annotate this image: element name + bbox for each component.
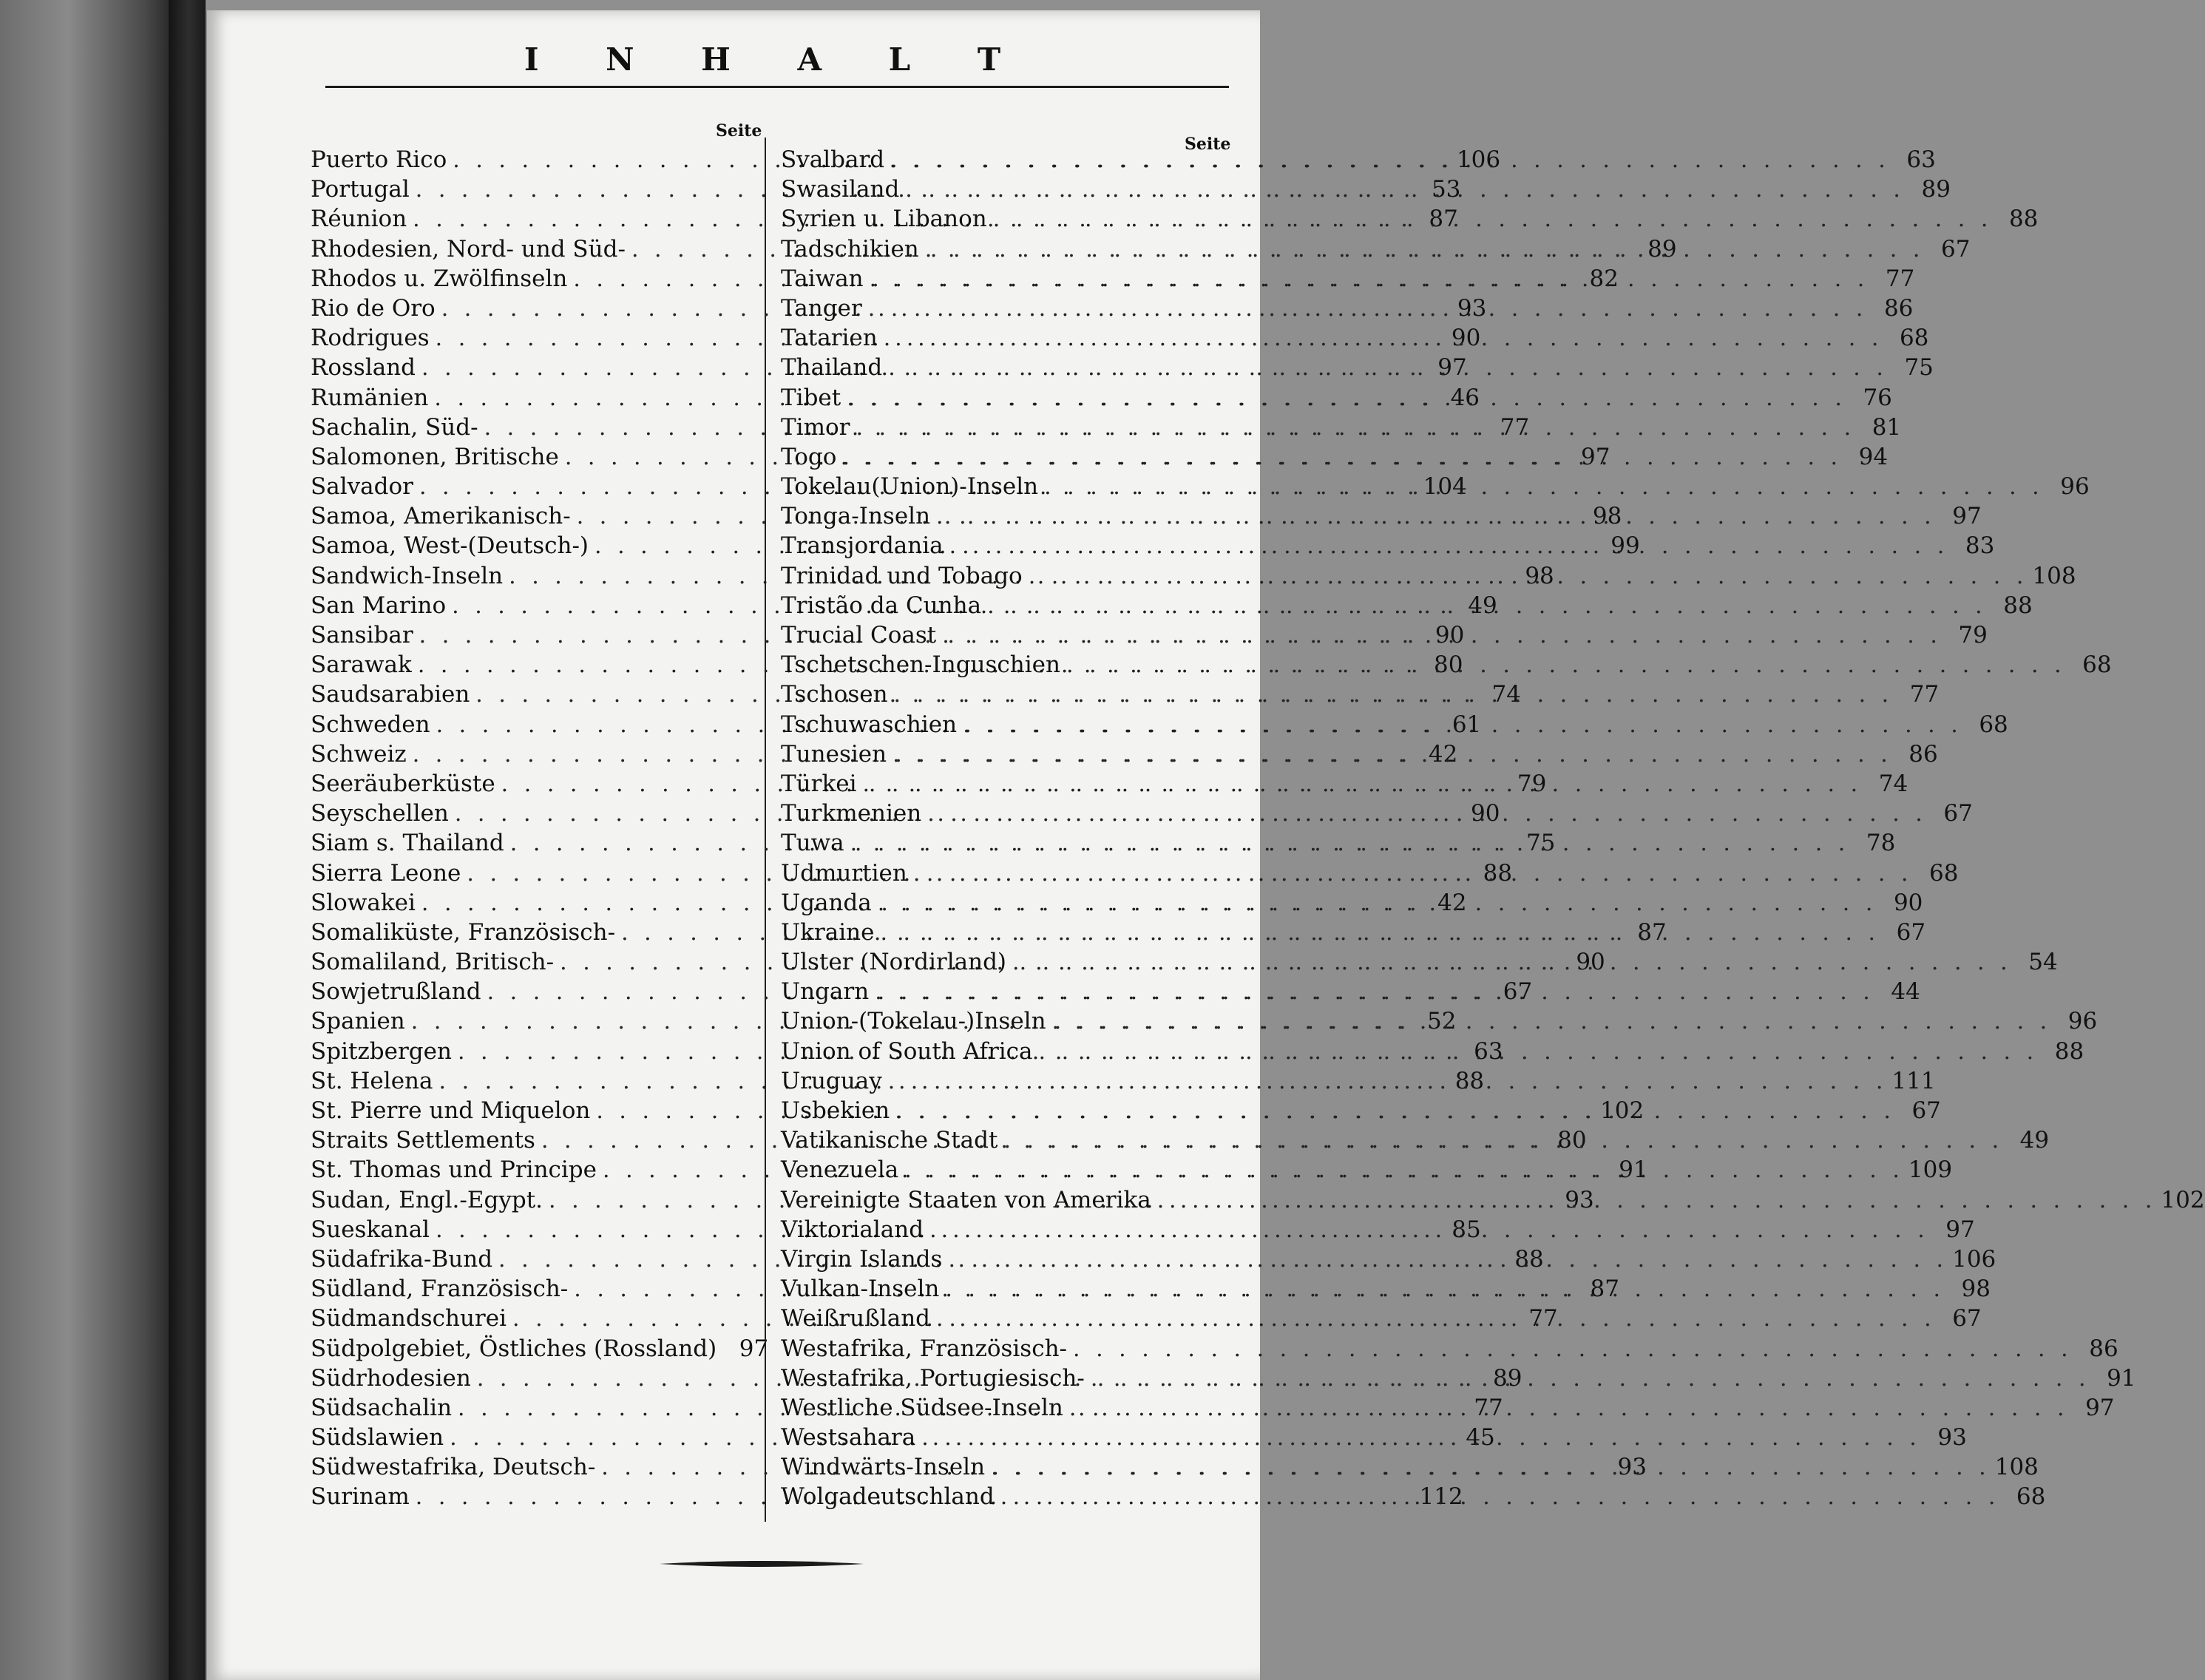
entry-name: Tonga-Inseln bbox=[781, 503, 931, 530]
entry-page-number: 49 bbox=[2019, 1127, 2050, 1154]
entry-page-number: 67 bbox=[1896, 918, 1926, 946]
entry-name: Thailand bbox=[781, 354, 883, 382]
entry-name: Seeräuberküste bbox=[311, 770, 495, 797]
entry-name: Tschuwaschien bbox=[781, 711, 958, 738]
entry-page-number: 109 bbox=[1908, 1156, 1953, 1184]
entry-page-number: 93 bbox=[1565, 1186, 1594, 1213]
dot-leader bbox=[1044, 472, 2044, 502]
entry-page-number: 108 bbox=[2032, 562, 2076, 589]
entry-name: Sachalin, Süd- bbox=[311, 413, 478, 441]
entry-name: Südmandschurei bbox=[311, 1305, 507, 1332]
title-rule bbox=[325, 86, 1229, 88]
entry-name: Seyschellen bbox=[311, 800, 449, 827]
entry-name: Svalbard bbox=[781, 146, 885, 173]
entry-name: Ulster (Nordirland) bbox=[781, 949, 1007, 976]
entry-name: Straits Settlements bbox=[311, 1127, 535, 1154]
dot-leader bbox=[894, 680, 1894, 710]
entry-page-number: 89 bbox=[1493, 1364, 1522, 1392]
dot-leader bbox=[850, 828, 1850, 858]
entry-page-number: 90 bbox=[1435, 622, 1465, 648]
dot-leader bbox=[1091, 1364, 2090, 1394]
entry-page-number: 102 bbox=[2161, 1186, 2205, 1213]
dot-leader bbox=[878, 888, 1877, 918]
index-entry bbox=[311, 1334, 769, 1364]
entry-name: Usbekien bbox=[781, 1097, 890, 1124]
entry-name: Salomonen, Britische bbox=[311, 443, 559, 470]
dot-leader bbox=[945, 1274, 1945, 1304]
entry-name: Venezuela bbox=[781, 1156, 899, 1184]
dot-leader bbox=[856, 413, 1855, 443]
dot-leader bbox=[1069, 1393, 2069, 1423]
entry-name: Union-(Tokelau-)Inseln bbox=[781, 1008, 1046, 1035]
entry-page-number: 82 bbox=[1589, 265, 1619, 292]
entry-name: Taiwan bbox=[781, 265, 864, 292]
dot-leader bbox=[1012, 947, 2012, 978]
entry-page-number: 99 bbox=[1610, 532, 1640, 560]
entry-name: Tokelau(Union)-Inseln bbox=[781, 473, 1039, 501]
entry-name: Transjordania bbox=[781, 532, 944, 560]
entry-name: Vereinigte Staaten von Amerika bbox=[781, 1186, 1151, 1213]
dot-leader bbox=[936, 1304, 1936, 1334]
entry-page-number: 98 bbox=[1592, 503, 1622, 530]
entry-name: Slowakei bbox=[311, 889, 416, 916]
entry-page-number: 87 bbox=[1637, 918, 1667, 946]
entry-name: Spitzbergen bbox=[311, 1037, 452, 1065]
entry-name: Westliche Südsee-Inseln bbox=[781, 1394, 1063, 1421]
entry-name: Sudan, Engl.-Egypt. bbox=[311, 1186, 543, 1213]
dot-leader bbox=[863, 769, 1863, 799]
entry-page-number: 77 bbox=[1885, 265, 1915, 292]
entry-name: Togo bbox=[781, 443, 837, 470]
dot-leader bbox=[929, 1215, 1929, 1245]
entry-page-number: 90 bbox=[1893, 889, 1923, 916]
dot-leader bbox=[1003, 1125, 2003, 1156]
dot-leader bbox=[925, 234, 1925, 265]
entry-name: Sueskanal bbox=[311, 1216, 430, 1243]
entry-page-number: 98 bbox=[1525, 562, 1554, 589]
entry-page-number: 96 bbox=[2060, 473, 2090, 501]
entry-page-number: 93 bbox=[1457, 294, 1487, 322]
entry-page-number: 74 bbox=[1878, 770, 1908, 797]
entry-name: Tunesien bbox=[781, 740, 887, 768]
entry-page-number: 91 bbox=[2107, 1364, 2136, 1392]
entry-name: Weißrußland bbox=[781, 1305, 930, 1332]
entry-name: Uruguay bbox=[781, 1067, 882, 1094]
entry-page-number: 111 bbox=[1891, 1067, 1936, 1094]
table-background bbox=[0, 0, 170, 1680]
entry-page-number: 97 bbox=[2085, 1394, 2115, 1421]
dot-leader bbox=[949, 531, 1949, 561]
dot-leader bbox=[1066, 650, 2066, 680]
dot-leader bbox=[884, 323, 1883, 353]
entry-page-number: 63 bbox=[1474, 1037, 1503, 1065]
entry-name: Rossland bbox=[311, 354, 416, 382]
entry-name: Turkmenien bbox=[781, 800, 922, 827]
entry-page-number: 88 bbox=[1483, 859, 1513, 887]
entry-name: Portugal bbox=[311, 176, 410, 203]
entry-name: Réunion bbox=[311, 206, 407, 233]
entry-name: Rhodesien, Nord- und Süd- bbox=[311, 235, 626, 262]
entry-name: Rio de Oro bbox=[311, 294, 436, 322]
entry-page-number: 85 bbox=[1452, 1216, 1481, 1243]
entry-page-number: 77 bbox=[1528, 1305, 1558, 1332]
entry-page-number: 90 bbox=[1451, 325, 1481, 352]
entry-name: Sansibar bbox=[311, 622, 413, 648]
entry-name: Schweiz bbox=[311, 740, 407, 768]
entry-name: Spanien bbox=[311, 1008, 405, 1035]
entry-page-number: 67 bbox=[1503, 978, 1533, 1006]
entry-page-number: 88 bbox=[2054, 1037, 2084, 1065]
dot-leader bbox=[993, 204, 1993, 234]
entry-name: Sierra Leone bbox=[311, 859, 461, 887]
entry-page-number: 88 bbox=[2003, 592, 2033, 619]
entry-name: Tuwa bbox=[781, 830, 844, 857]
dot-leader bbox=[1029, 561, 2028, 592]
dot-leader bbox=[927, 799, 1927, 829]
entry-page-number: 44 bbox=[1891, 978, 1920, 1006]
entry-name: St. Pierre und Miquelon bbox=[311, 1097, 591, 1124]
entry-page-number: 89 bbox=[1647, 235, 1677, 262]
entry-name: Trinidad und Tobago bbox=[781, 562, 1023, 589]
entry-name: Ungarn bbox=[781, 978, 870, 1006]
entry-name: Surinam bbox=[311, 1483, 410, 1511]
entry-page-number: 74 bbox=[1491, 681, 1521, 708]
entry-page-number: 86 bbox=[1908, 740, 1938, 768]
entry-page-number: 79 bbox=[1958, 622, 1988, 648]
dot-leader bbox=[913, 858, 1913, 889]
entry-name: Samoa, Amerikanisch- bbox=[311, 503, 571, 530]
entry-page-number: 88 bbox=[2008, 206, 2039, 233]
entry-name: Südsachalin bbox=[311, 1394, 453, 1421]
entry-name: Virgin Islands bbox=[781, 1245, 943, 1273]
entry-name: Swasiland bbox=[781, 176, 900, 203]
entry-name: Windwärts-Inseln bbox=[781, 1454, 986, 1481]
entry-name: Union of South Africa bbox=[781, 1037, 1033, 1065]
entry-page-number: 93 bbox=[1937, 1424, 1967, 1452]
entry-name: Syrien u. Libanon bbox=[781, 206, 987, 233]
entry-name: Sandwich-Inseln bbox=[311, 562, 504, 589]
entry-page-number: 86 bbox=[1883, 294, 1914, 322]
entry-name: Tatarien bbox=[781, 325, 878, 352]
column-header-right: Seite bbox=[1185, 135, 1231, 154]
entry-name: Samoa, West-(Deutsch-) bbox=[311, 532, 589, 560]
entry-name: Vulkan-Inseln bbox=[781, 1276, 940, 1303]
entry-name: Tschetschen-Inguschien bbox=[781, 651, 1060, 679]
index-entry bbox=[781, 1334, 2118, 1364]
entry-name: Salvador bbox=[311, 473, 413, 501]
entry-page-number: 42 bbox=[1437, 889, 1467, 916]
entry-page-number: 77 bbox=[1500, 413, 1530, 441]
entry-name: St. Thomas und Principe bbox=[311, 1156, 597, 1184]
entry-name: Türkei bbox=[781, 770, 857, 797]
dot-leader bbox=[963, 710, 1962, 740]
entry-page-number: 86 bbox=[2089, 1335, 2118, 1362]
dot-leader bbox=[880, 918, 1880, 948]
entry-page-number: 90 bbox=[1471, 800, 1500, 827]
entry-page-number: 89 bbox=[1921, 176, 1951, 203]
entry-name: Südslawien bbox=[311, 1424, 444, 1452]
dot-leader bbox=[1052, 1006, 2052, 1037]
entry-name: Südrhodesien bbox=[311, 1364, 471, 1392]
entry-name: Timor bbox=[781, 413, 850, 441]
entry-page-number: 96 bbox=[2067, 1008, 2098, 1035]
entry-name: Sowjetrußland bbox=[311, 978, 481, 1006]
entry-page-number: 97 bbox=[1581, 443, 1610, 470]
entry-name: Schweden bbox=[311, 711, 430, 738]
entry-page-number: 80 bbox=[1557, 1127, 1587, 1154]
column-header-left: Seite bbox=[716, 121, 762, 140]
entry-page-number: 77 bbox=[1909, 681, 1940, 708]
entry-page-number: 67 bbox=[1911, 1097, 1941, 1124]
entry-page-number: 75 bbox=[1904, 354, 1934, 382]
dot-leader bbox=[875, 977, 1874, 1007]
entry-page-number: 68 bbox=[1899, 325, 1929, 352]
entry-page-number: 76 bbox=[1863, 384, 1892, 411]
entry-name: Südland, Französisch- bbox=[311, 1276, 569, 1303]
entry-name: Puerto Rico bbox=[311, 146, 447, 173]
entry-name: Uganda bbox=[781, 889, 872, 916]
end-ornament bbox=[660, 1559, 864, 1569]
page-title: I N H A L T bbox=[524, 41, 1029, 78]
entry-page-number: 52 bbox=[1426, 1008, 1457, 1035]
dot-leader bbox=[868, 294, 1868, 324]
entry-page-number: 53 bbox=[1431, 176, 1461, 203]
entry-page-number: 106 bbox=[1456, 146, 1501, 173]
dot-leader bbox=[895, 1096, 1895, 1126]
entry-page-number: 67 bbox=[1952, 1305, 1982, 1332]
entry-page-number: 90 bbox=[1576, 949, 1605, 976]
entry-page-number: 97 bbox=[739, 1335, 769, 1362]
entry-page-number: 106 bbox=[1952, 1245, 1996, 1273]
entry-page-number: 91 bbox=[1619, 1156, 1648, 1184]
entry-name: Tristão da Cunha bbox=[781, 592, 982, 619]
entry-name: Somaliküste, Französisch- bbox=[311, 918, 616, 946]
entry-page-number: 104 bbox=[1423, 473, 1467, 501]
entry-name: Rhodos u. Zwölfinseln bbox=[311, 265, 568, 292]
entry-page-number: 42 bbox=[1428, 740, 1458, 768]
entry-page-number: 88 bbox=[1454, 1067, 1485, 1094]
entry-name: Westsahara bbox=[781, 1424, 916, 1452]
entry-page-number: 87 bbox=[1429, 206, 1458, 233]
entry-name: Somaliland, Britisch- bbox=[311, 949, 555, 976]
entry-name: Sarawak bbox=[311, 651, 412, 679]
entry-page-number: 112 bbox=[1419, 1483, 1463, 1511]
entry-name: Trucial Coast bbox=[781, 622, 937, 648]
entry-page-number: 88 bbox=[1514, 1245, 1544, 1273]
dot-leader bbox=[936, 501, 1936, 532]
entry-name: Saudsarabien bbox=[311, 681, 470, 708]
dot-leader bbox=[905, 175, 1905, 205]
entry-name: Südpolgebiet, Östliches (Rossland) bbox=[311, 1335, 717, 1362]
entry-name: Westafrika, Französisch- bbox=[781, 1335, 1068, 1362]
entry-name: Rumänien bbox=[311, 384, 429, 411]
dot-leader bbox=[888, 1066, 1888, 1097]
entry-name: Tschosen bbox=[781, 681, 888, 708]
entry-page-number: 79 bbox=[1517, 770, 1547, 797]
entry-name: Siam s. Thailand bbox=[311, 830, 504, 857]
entry-page-number: 108 bbox=[1994, 1454, 2039, 1481]
dot-leader bbox=[842, 442, 1842, 472]
entry-name: Südwestafrika, Deutsch- bbox=[311, 1454, 596, 1481]
entry-page-number: 87 bbox=[1590, 1276, 1619, 1303]
entry-page-number: 68 bbox=[2082, 651, 2112, 679]
entry-page-number: 97 bbox=[1437, 354, 1467, 382]
entry-name: Viktorialand bbox=[781, 1216, 924, 1243]
entry-page-number: 81 bbox=[1872, 413, 1902, 441]
dot-leader bbox=[888, 353, 1888, 383]
dot-leader bbox=[1157, 1185, 2157, 1216]
entry-page-number: 49 bbox=[1468, 592, 1497, 619]
dot-leader bbox=[991, 1452, 1991, 1483]
dot-leader bbox=[892, 739, 1892, 770]
entry-page-number: 80 bbox=[1434, 651, 1463, 679]
entry-page-number: 67 bbox=[1943, 800, 1973, 827]
dot-leader bbox=[1073, 1334, 2073, 1364]
entry-name: Vatikanische Stadt bbox=[781, 1127, 998, 1154]
dot-leader bbox=[870, 264, 1869, 294]
entry-name: Tadschikien bbox=[781, 235, 919, 262]
entry-page-number: 68 bbox=[2016, 1483, 2046, 1511]
entry-page-number: 77 bbox=[1474, 1394, 1503, 1421]
entry-page-number: 98 bbox=[1961, 1276, 1991, 1303]
entry-page-number: 61 bbox=[1452, 711, 1482, 738]
entry-page-number: 93 bbox=[1617, 1454, 1647, 1481]
dot-leader bbox=[1000, 1482, 2000, 1512]
entry-name: Tibet bbox=[781, 384, 841, 411]
entry-name: Ukraine bbox=[781, 918, 875, 946]
entry-page-number: 46 bbox=[1450, 384, 1480, 411]
dot-leader bbox=[1039, 1037, 2039, 1067]
entry-page-number: 102 bbox=[1600, 1097, 1645, 1124]
entry-name: St. Helena bbox=[311, 1067, 433, 1094]
entry-page-number: 94 bbox=[1858, 443, 1889, 470]
entry-name: Südafrika-Bund bbox=[311, 1245, 493, 1273]
dot-leader bbox=[921, 1423, 1921, 1453]
dot-leader bbox=[948, 1244, 1948, 1275]
book-spine bbox=[169, 0, 206, 1680]
entry-name: Westafrika, Portugiesisch- bbox=[781, 1364, 1085, 1392]
dot-leader bbox=[847, 383, 1846, 413]
entry-name: San Marino bbox=[311, 592, 447, 619]
entry-page-number: 97 bbox=[1945, 1216, 1975, 1243]
entry-page-number: 83 bbox=[1965, 532, 1995, 560]
entry-page-number: 54 bbox=[2028, 949, 2058, 976]
entry-page-number: 68 bbox=[1979, 711, 2008, 738]
dot-leader bbox=[890, 145, 1890, 175]
dot-leader bbox=[942, 620, 1942, 651]
entry-name: Rodrigues bbox=[311, 325, 430, 352]
entry-name: Wolgadeutschland bbox=[781, 1483, 995, 1511]
column-divider bbox=[765, 138, 766, 1522]
entry-page-number: 68 bbox=[1929, 859, 1959, 887]
entry-page-number: 97 bbox=[1952, 503, 1982, 530]
entry-page-number: 67 bbox=[1940, 235, 1971, 262]
entry-name: Tanger bbox=[781, 294, 862, 322]
dot-leader bbox=[904, 1155, 1904, 1185]
entry-page-number: 63 bbox=[1906, 146, 1936, 173]
entry-name: Udmurtien bbox=[781, 859, 907, 887]
entry-page-number: 45 bbox=[1466, 1424, 1495, 1452]
entry-page-number: 75 bbox=[1525, 830, 1556, 857]
entry-page-number: 78 bbox=[1866, 830, 1896, 857]
dot-leader bbox=[987, 591, 1987, 621]
